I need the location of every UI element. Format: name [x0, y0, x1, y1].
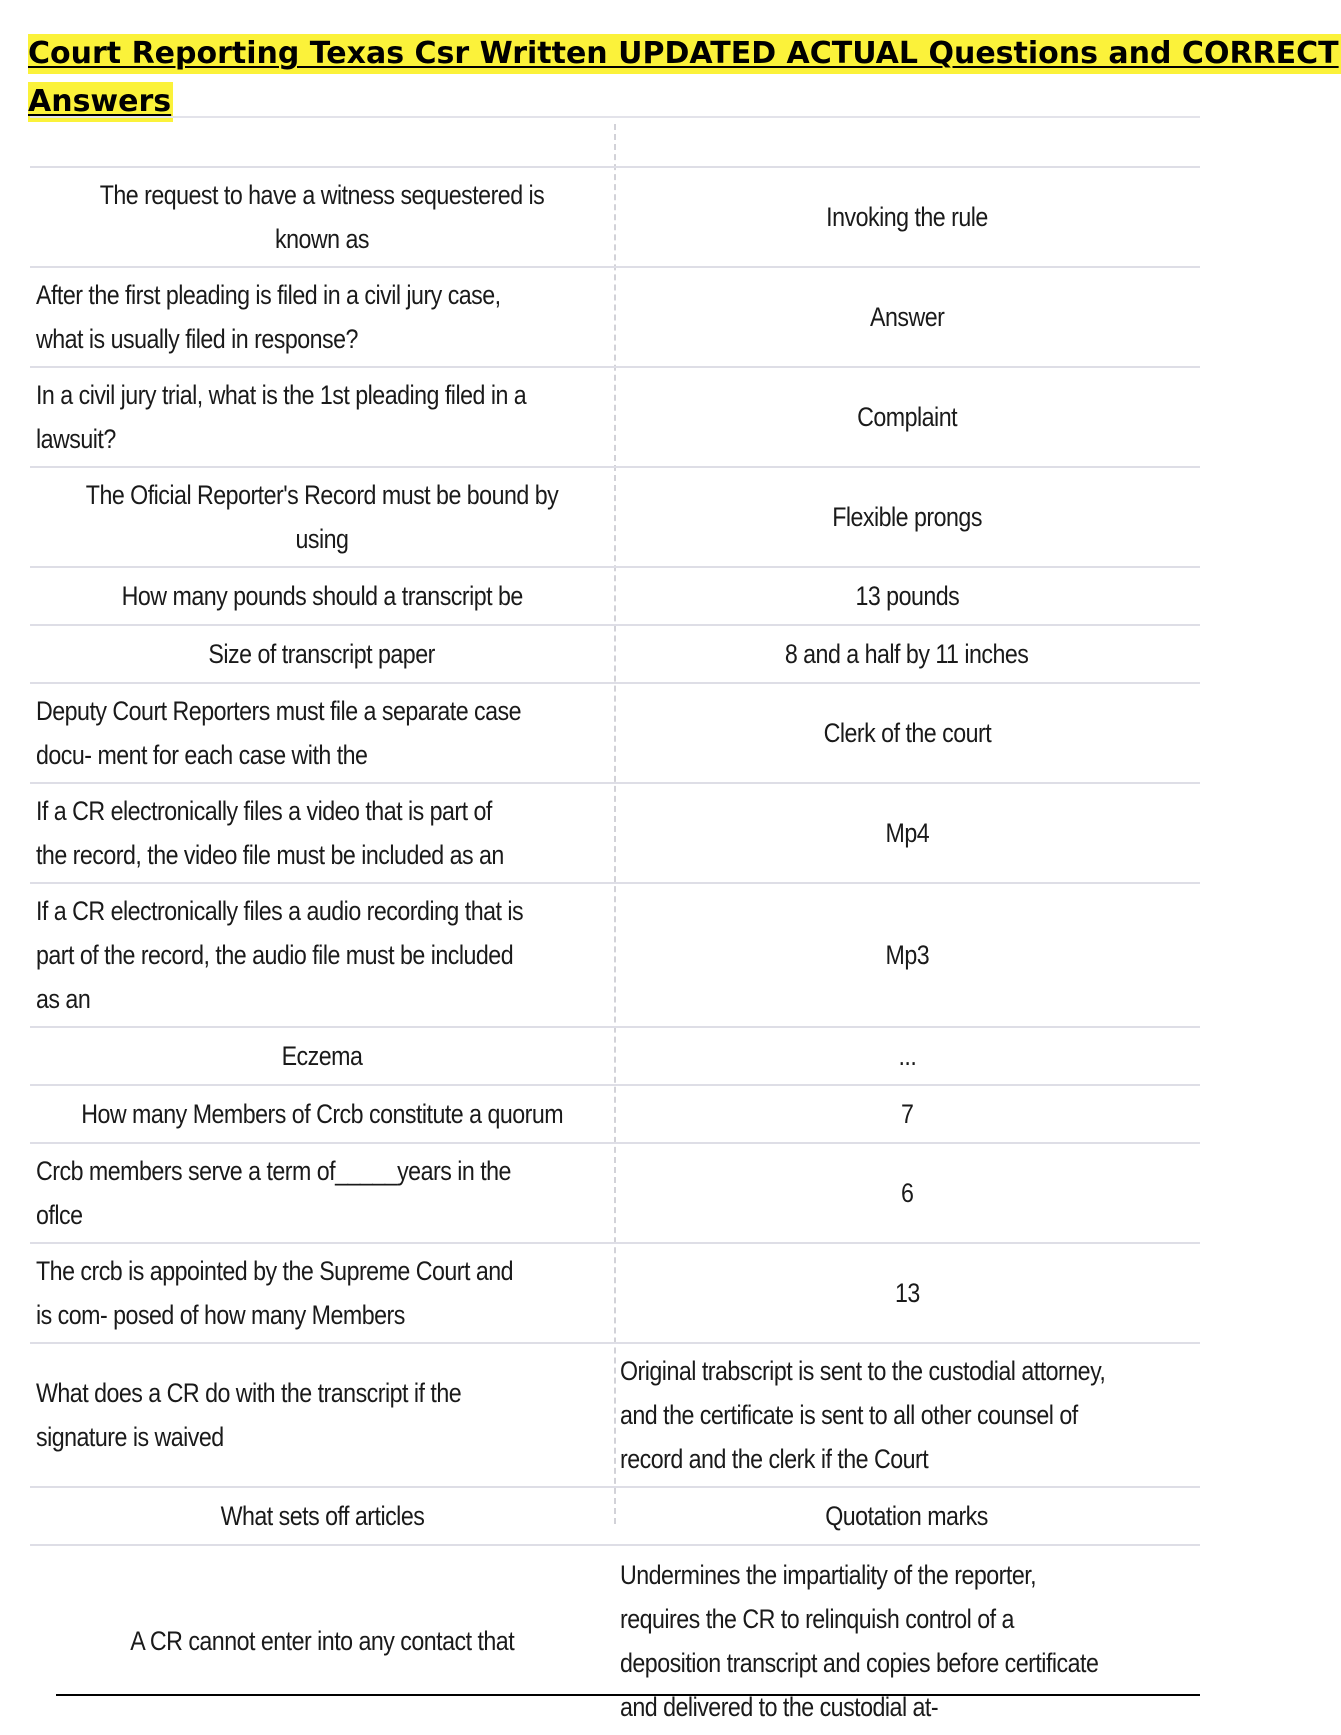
- qa-table: [30, 124, 1200, 1735]
- table-row: [30, 1487, 1200, 1545]
- title-line-1: Court Reporting Texas Csr Written UPDATED ACTUAL Questions and CORRECT: [28, 34, 1341, 74]
- question-cell: A CR cannot enter into any contact that: [130, 1625, 514, 1656]
- question-cell: The crcb is appointed by the Supreme Court and is com- posed of how many Members: [30, 1243, 614, 1343]
- question-cell: The Oficial Reporter's Record must be bound by using: [30, 467, 614, 567]
- answer-cell: 7: [614, 1085, 1200, 1143]
- answer-cell: Flexible prongs: [614, 467, 1200, 567]
- title-divider: [30, 116, 1200, 118]
- question-cell: Size of transcript paper: [30, 625, 614, 683]
- table-header-spacer: [30, 124, 1200, 167]
- table-row: [30, 1243, 1200, 1343]
- table-row: [30, 1085, 1200, 1143]
- question-cell: How many pounds should a transcript be: [30, 567, 614, 625]
- table-row: [30, 1027, 1200, 1085]
- answer-cell: 8 and a half by 11 inches: [614, 625, 1200, 683]
- answer-cell: Mp4: [614, 783, 1200, 883]
- table-row: [30, 1545, 1200, 1735]
- table-row: [30, 267, 1200, 367]
- answer-cell: Quotation marks: [614, 1487, 1200, 1545]
- table-row: [30, 625, 1200, 683]
- answer-cell: 6: [614, 1143, 1200, 1243]
- answer-cell: 13: [614, 1243, 1200, 1343]
- table-row: [30, 167, 1200, 267]
- question-cell: If a CR electronically files a video that is part of the record, the video file must be included as an: [30, 783, 614, 883]
- answer-cell: Complaint: [614, 367, 1200, 467]
- table-row: [30, 1343, 1200, 1487]
- question-cell: Crcb members serve a term of_____years in the oflce: [30, 1143, 614, 1243]
- question-cell: Deputy Court Reporters must file a separate case docu- ment for each case with the: [30, 683, 614, 783]
- question-cell: Eczema: [30, 1027, 614, 1085]
- answer-cell: Mp3: [614, 883, 1200, 1027]
- answer-cell: 13 pounds: [614, 567, 1200, 625]
- answer-cell: ...: [614, 1027, 1200, 1085]
- question-cell: What sets off articles: [30, 1487, 614, 1545]
- table-row: [30, 683, 1200, 783]
- table-row: [30, 783, 1200, 883]
- table-row: [30, 367, 1200, 467]
- table-row: [30, 567, 1200, 625]
- page-bottom-rule: [56, 1694, 1200, 1696]
- answer-cell: Answer: [614, 267, 1200, 367]
- question-cell: In a civil jury trial, what is the 1st pleading filed in a lawsuit?: [30, 367, 614, 467]
- table-row: [30, 467, 1200, 567]
- table-row: [30, 883, 1200, 1027]
- answer-cell: Original trabscript is sent to the custodial attorney, and the certificate is sent to all other counsel of record and the clerk if the Court: [614, 1343, 1200, 1487]
- answer-cell: Undermines the impartiality of the reporter, requires the CR to relinquish control of a deposition transcript and copies before certificate and delivered to the custodial at-: [620, 1559, 1099, 1722]
- document-title: [28, 34, 1339, 122]
- answer-cell: Invoking the rule: [614, 167, 1200, 267]
- title-line-2: Answers: [28, 82, 173, 122]
- question-cell: What does a CR do with the transcript if the signature is waived: [30, 1343, 614, 1487]
- question-cell: How many Members of Crcb constitute a quorum: [30, 1085, 614, 1143]
- question-cell: The request to have a witness sequestered is known as: [30, 167, 614, 267]
- question-cell: If a CR electronically files a audio recording that is part of the record, the audio file must be included as an: [30, 883, 614, 1027]
- table-row: [30, 1143, 1200, 1243]
- question-cell: After the first pleading is filed in a civil jury case, what is usually filed in response?: [30, 267, 614, 367]
- answer-cell: Clerk of the court: [614, 683, 1200, 783]
